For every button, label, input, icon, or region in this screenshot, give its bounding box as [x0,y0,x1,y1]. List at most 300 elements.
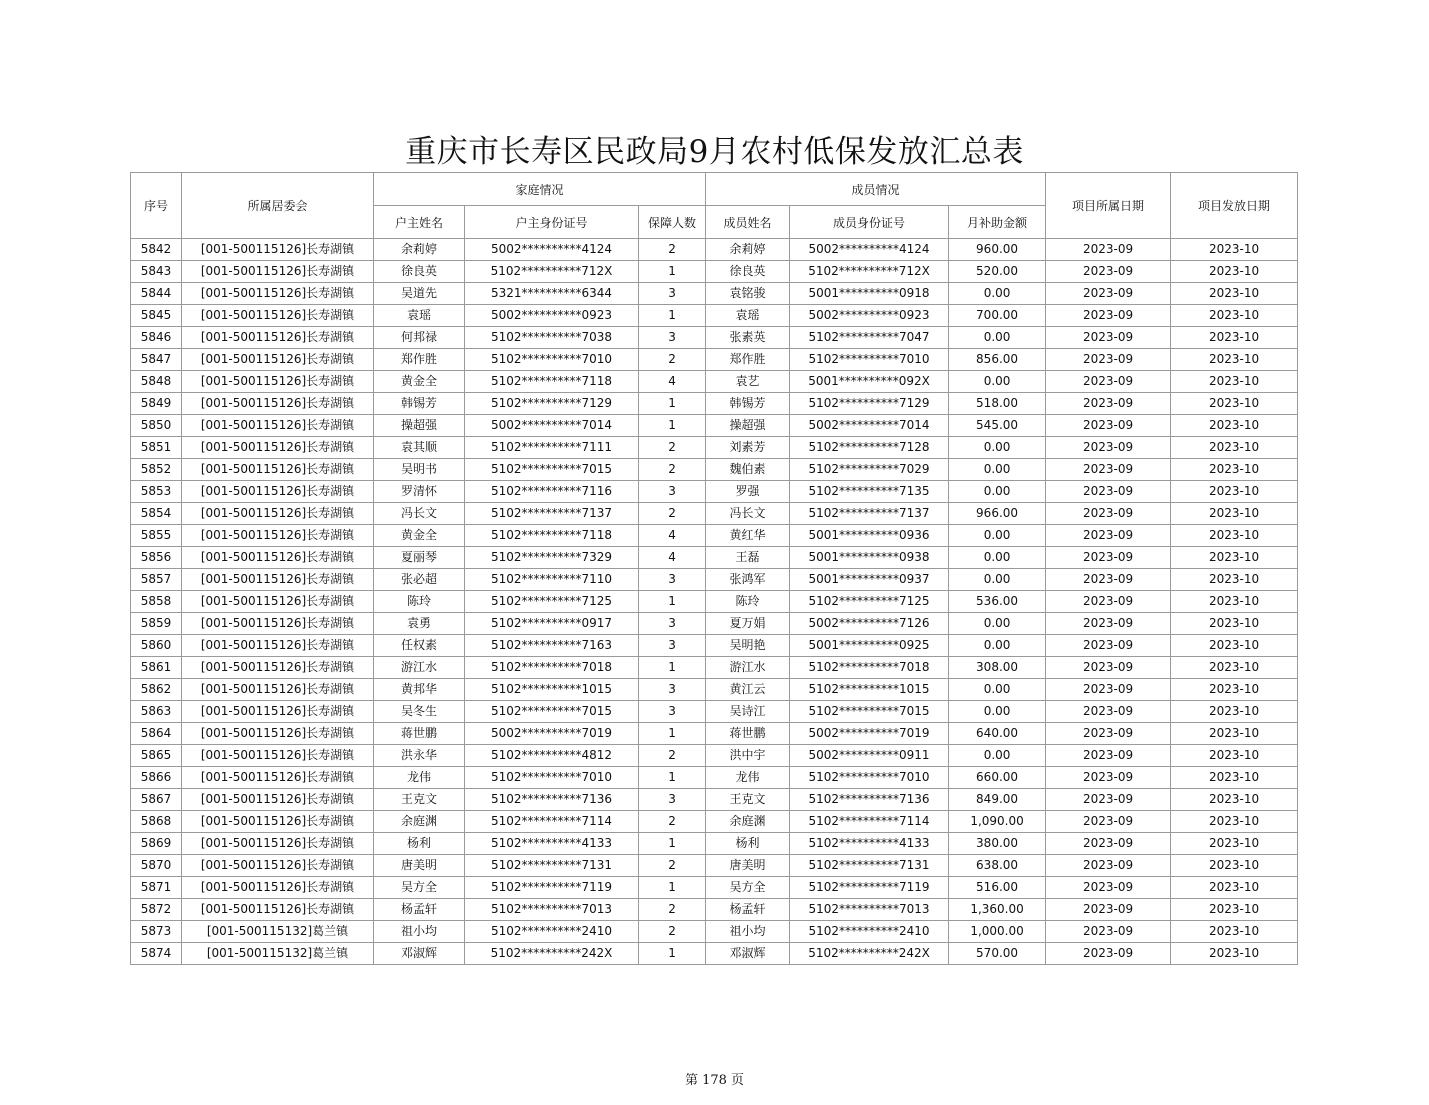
table-row [131,415,1298,437]
issue-date-cell: 2023-10 [1171,481,1298,503]
head-name-cell: 祖小均 [374,921,465,943]
committee-cell: [001-500115126]长寿湖镇 [182,525,374,547]
member-name-cell: 黄红华 [706,525,790,547]
issue-date-cell: 2023-10 [1171,679,1298,701]
header-issue-date: 项目发放日期 [1171,173,1298,239]
amount-cell: 0.00 [949,701,1046,723]
seq-cell: 5861 [131,657,182,679]
table-body [131,239,1298,965]
table-row [131,701,1298,723]
head-id-cell: 5002**********7014 [465,415,639,437]
period-cell: 2023-09 [1046,635,1171,657]
period-cell: 2023-09 [1046,811,1171,833]
head-id-cell: 5102**********7010 [465,349,639,371]
member-id-cell: 5102**********242X [790,943,949,965]
head-name-cell: 何邦禄 [374,327,465,349]
amount-cell: 1,090.00 [949,811,1046,833]
count-cell: 1 [639,723,706,745]
relief-summary-table [130,172,1298,965]
period-cell: 2023-09 [1046,525,1171,547]
amount-cell: 0.00 [949,679,1046,701]
count-cell: 1 [639,767,706,789]
member-id-cell: 5102**********712X [790,261,949,283]
issue-date-cell: 2023-10 [1171,283,1298,305]
seq-cell: 5869 [131,833,182,855]
amount-cell: 660.00 [949,767,1046,789]
issue-date-cell: 2023-10 [1171,503,1298,525]
member-id-cell: 5001**********092X [790,371,949,393]
head-id-cell: 5002**********0923 [465,305,639,327]
count-cell: 4 [639,371,706,393]
head-id-cell: 5102**********7111 [465,437,639,459]
head-name-cell: 王克文 [374,789,465,811]
amount-cell: 380.00 [949,833,1046,855]
committee-cell: [001-500115126]长寿湖镇 [182,657,374,679]
seq-cell: 5858 [131,591,182,613]
head-name-cell: 徐良英 [374,261,465,283]
amount-cell: 0.00 [949,283,1046,305]
member-id-cell: 5102**********7013 [790,899,949,921]
member-id-cell: 5002**********0911 [790,745,949,767]
committee-cell: [001-500115126]长寿湖镇 [182,877,374,899]
period-cell: 2023-09 [1046,833,1171,855]
period-cell: 2023-09 [1046,305,1171,327]
seq-cell: 5857 [131,569,182,591]
head-name-cell: 吴方全 [374,877,465,899]
count-cell: 1 [639,943,706,965]
issue-date-cell: 2023-10 [1171,723,1298,745]
head-id-cell: 5002**********4124 [465,239,639,261]
seq-cell: 5851 [131,437,182,459]
issue-date-cell: 2023-10 [1171,921,1298,943]
period-cell: 2023-09 [1046,855,1171,877]
period-cell: 2023-09 [1046,393,1171,415]
table-row [131,503,1298,525]
head-name-cell: 袁其顺 [374,437,465,459]
table-row [131,591,1298,613]
issue-date-cell: 2023-10 [1171,371,1298,393]
committee-cell: [001-500115126]长寿湖镇 [182,481,374,503]
member-id-cell: 5102**********7029 [790,459,949,481]
member-name-cell: 余莉婷 [706,239,790,261]
issue-date-cell: 2023-10 [1171,239,1298,261]
head-name-cell: 邓淑辉 [374,943,465,965]
committee-cell: [001-500115126]长寿湖镇 [182,855,374,877]
count-cell: 3 [639,569,706,591]
period-cell: 2023-09 [1046,261,1171,283]
count-cell: 4 [639,547,706,569]
page-title: 重庆市长寿区民政局9月农村低保发放汇总表 [405,134,1024,170]
period-cell: 2023-09 [1046,459,1171,481]
head-name-cell: 黄金全 [374,525,465,547]
table-row [131,855,1298,877]
head-id-cell: 5102**********7010 [465,767,639,789]
head-id-cell: 5102**********7137 [465,503,639,525]
count-cell: 3 [639,283,706,305]
count-cell: 3 [639,327,706,349]
committee-cell: [001-500115132]葛兰镇 [182,943,374,965]
head-id-cell: 5102**********7038 [465,327,639,349]
head-name-cell: 唐美明 [374,855,465,877]
member-id-cell: 5102**********7015 [790,701,949,723]
head-name-cell: 韩锡芳 [374,393,465,415]
count-cell: 1 [639,393,706,415]
member-name-cell: 黄江云 [706,679,790,701]
amount-cell: 1,000.00 [949,921,1046,943]
head-id-cell: 5102**********7013 [465,899,639,921]
committee-cell: [001-500115126]长寿湖镇 [182,899,374,921]
committee-cell: [001-500115126]长寿湖镇 [182,679,374,701]
table-row [131,547,1298,569]
amount-cell: 520.00 [949,261,1046,283]
member-id-cell: 5102**********7125 [790,591,949,613]
seq-cell: 5853 [131,481,182,503]
seq-cell: 5865 [131,745,182,767]
member-name-cell: 洪中宇 [706,745,790,767]
amount-cell: 536.00 [949,591,1046,613]
amount-cell: 0.00 [949,745,1046,767]
issue-date-cell: 2023-10 [1171,833,1298,855]
committee-cell: [001-500115126]长寿湖镇 [182,415,374,437]
amount-cell: 856.00 [949,349,1046,371]
head-name-cell: 余莉婷 [374,239,465,261]
table-row [131,657,1298,679]
head-name-cell: 吴明书 [374,459,465,481]
member-name-cell: 杨利 [706,833,790,855]
count-cell: 2 [639,811,706,833]
table-row [131,459,1298,481]
amount-cell: 966.00 [949,503,1046,525]
member-name-cell: 魏伯素 [706,459,790,481]
head-name-cell: 杨利 [374,833,465,855]
member-name-cell: 游江水 [706,657,790,679]
seq-cell: 5849 [131,393,182,415]
table-row [131,723,1298,745]
member-id-cell: 5102**********7114 [790,811,949,833]
head-id-cell: 5102**********2410 [465,921,639,943]
member-name-cell: 袁艺 [706,371,790,393]
member-name-cell: 龙伟 [706,767,790,789]
issue-date-cell: 2023-10 [1171,547,1298,569]
period-cell: 2023-09 [1046,415,1171,437]
member-name-cell: 张素英 [706,327,790,349]
committee-cell: [001-500115126]长寿湖镇 [182,767,374,789]
table-row [131,613,1298,635]
head-id-cell: 5102**********1015 [465,679,639,701]
period-cell: 2023-09 [1046,943,1171,965]
issue-date-cell: 2023-10 [1171,855,1298,877]
amount-cell: 0.00 [949,437,1046,459]
committee-cell: [001-500115126]长寿湖镇 [182,393,374,415]
member-name-cell: 袁瑶 [706,305,790,327]
member-name-cell: 吴方全 [706,877,790,899]
head-name-cell: 罗清怀 [374,481,465,503]
issue-date-cell: 2023-10 [1171,811,1298,833]
member-name-cell: 韩锡芳 [706,393,790,415]
head-id-cell: 5102**********242X [465,943,639,965]
issue-date-cell: 2023-10 [1171,745,1298,767]
member-name-cell: 郑作胜 [706,349,790,371]
count-cell: 1 [639,305,706,327]
period-cell: 2023-09 [1046,239,1171,261]
seq-cell: 5844 [131,283,182,305]
head-name-cell: 袁瑶 [374,305,465,327]
header-member-id: 成员身份证号 [790,206,949,239]
amount-cell: 545.00 [949,415,1046,437]
head-name-cell: 杨孟轩 [374,899,465,921]
amount-cell: 0.00 [949,371,1046,393]
member-id-cell: 5001**********0918 [790,283,949,305]
period-cell: 2023-09 [1046,745,1171,767]
period-cell: 2023-09 [1046,877,1171,899]
member-id-cell: 5102**********7135 [790,481,949,503]
table-row [131,481,1298,503]
count-cell: 3 [639,613,706,635]
issue-date-cell: 2023-10 [1171,635,1298,657]
seq-cell: 5859 [131,613,182,635]
count-cell: 2 [639,437,706,459]
amount-cell: 1,360.00 [949,899,1046,921]
committee-cell: [001-500115126]长寿湖镇 [182,327,374,349]
count-cell: 3 [639,701,706,723]
table-row [131,745,1298,767]
period-cell: 2023-09 [1046,503,1171,525]
member-id-cell: 5002**********4124 [790,239,949,261]
issue-date-cell: 2023-10 [1171,943,1298,965]
head-id-cell: 5102**********7136 [465,789,639,811]
member-id-cell: 5102**********7047 [790,327,949,349]
issue-date-cell: 2023-10 [1171,767,1298,789]
header-family: 家庭情况 [374,173,706,206]
issue-date-cell: 2023-10 [1171,261,1298,283]
count-cell: 2 [639,349,706,371]
header-seq: 序号 [131,173,182,239]
issue-date-cell: 2023-10 [1171,393,1298,415]
amount-cell: 700.00 [949,305,1046,327]
seq-cell: 5852 [131,459,182,481]
period-cell: 2023-09 [1046,657,1171,679]
count-cell: 1 [639,877,706,899]
member-id-cell: 5102**********7129 [790,393,949,415]
member-id-cell: 5002**********7126 [790,613,949,635]
table-row [131,635,1298,657]
seq-cell: 5862 [131,679,182,701]
table-row [131,283,1298,305]
header-member: 成员情况 [706,173,1046,206]
period-cell: 2023-09 [1046,613,1171,635]
table-row [131,239,1298,261]
head-name-cell: 张必超 [374,569,465,591]
committee-cell: [001-500115126]长寿湖镇 [182,305,374,327]
header-count: 保障人数 [639,206,706,239]
committee-cell: [001-500115126]长寿湖镇 [182,745,374,767]
seq-cell: 5860 [131,635,182,657]
count-cell: 3 [639,789,706,811]
head-name-cell: 操超强 [374,415,465,437]
committee-cell: [001-500115126]长寿湖镇 [182,261,374,283]
amount-cell: 0.00 [949,547,1046,569]
head-name-cell: 郑作胜 [374,349,465,371]
member-name-cell: 张鸿军 [706,569,790,591]
committee-cell: [001-500115126]长寿湖镇 [182,371,374,393]
issue-date-cell: 2023-10 [1171,877,1298,899]
seq-cell: 5871 [131,877,182,899]
amount-cell: 638.00 [949,855,1046,877]
amount-cell: 0.00 [949,569,1046,591]
issue-date-cell: 2023-10 [1171,437,1298,459]
head-name-cell: 余庭渊 [374,811,465,833]
table-row [131,789,1298,811]
committee-cell: [001-500115126]长寿湖镇 [182,239,374,261]
head-id-cell: 5321**********6344 [465,283,639,305]
member-id-cell: 5102**********2410 [790,921,949,943]
header-amount: 月补助金额 [949,206,1046,239]
count-cell: 2 [639,921,706,943]
period-cell: 2023-09 [1046,921,1171,943]
seq-cell: 5842 [131,239,182,261]
issue-date-cell: 2023-10 [1171,613,1298,635]
member-name-cell: 余庭渊 [706,811,790,833]
period-cell: 2023-09 [1046,547,1171,569]
head-name-cell: 陈玲 [374,591,465,613]
table-row [131,437,1298,459]
head-id-cell: 5102**********7018 [465,657,639,679]
seq-cell: 5856 [131,547,182,569]
head-name-cell: 龙伟 [374,767,465,789]
member-id-cell: 5102**********7137 [790,503,949,525]
count-cell: 1 [639,261,706,283]
issue-date-cell: 2023-10 [1171,591,1298,613]
seq-cell: 5846 [131,327,182,349]
member-name-cell: 唐美明 [706,855,790,877]
member-name-cell: 王克文 [706,789,790,811]
head-name-cell: 袁勇 [374,613,465,635]
amount-cell: 0.00 [949,327,1046,349]
committee-cell: [001-500115126]长寿湖镇 [182,723,374,745]
seq-cell: 5872 [131,899,182,921]
head-name-cell: 吴道先 [374,283,465,305]
table-row [131,327,1298,349]
page-number: 第 178 页 [684,1073,745,1088]
table-row [131,349,1298,371]
member-id-cell: 5001**********0936 [790,525,949,547]
member-id-cell: 5002**********7019 [790,723,949,745]
member-id-cell: 5102**********7128 [790,437,949,459]
head-name-cell: 黄邦华 [374,679,465,701]
table-row [131,371,1298,393]
table-row [131,811,1298,833]
committee-cell: [001-500115126]长寿湖镇 [182,591,374,613]
issue-date-cell: 2023-10 [1171,701,1298,723]
committee-cell: [001-500115126]长寿湖镇 [182,635,374,657]
issue-date-cell: 2023-10 [1171,569,1298,591]
count-cell: 4 [639,525,706,547]
table-row [131,393,1298,415]
head-name-cell: 吴冬生 [374,701,465,723]
period-cell: 2023-09 [1046,569,1171,591]
period-cell: 2023-09 [1046,437,1171,459]
head-name-cell: 蒋世鹏 [374,723,465,745]
head-id-cell: 5102**********7118 [465,371,639,393]
member-id-cell: 5002**********7014 [790,415,949,437]
count-cell: 2 [639,855,706,877]
amount-cell: 640.00 [949,723,1046,745]
period-cell: 2023-09 [1046,591,1171,613]
count-cell: 2 [639,239,706,261]
member-id-cell: 5102**********7010 [790,767,949,789]
member-name-cell: 吴明艳 [706,635,790,657]
head-id-cell: 5102**********7163 [465,635,639,657]
member-name-cell: 徐良英 [706,261,790,283]
period-cell: 2023-09 [1046,767,1171,789]
amount-cell: 960.00 [949,239,1046,261]
member-name-cell: 祖小均 [706,921,790,943]
member-id-cell: 5102**********4133 [790,833,949,855]
head-name-cell: 游江水 [374,657,465,679]
head-id-cell: 5102**********7110 [465,569,639,591]
issue-date-cell: 2023-10 [1171,349,1298,371]
head-name-cell: 任权素 [374,635,465,657]
committee-cell: [001-500115126]长寿湖镇 [182,547,374,569]
head-id-cell: 5102**********7119 [465,877,639,899]
head-id-cell: 5102**********4133 [465,833,639,855]
member-name-cell: 蒋世鹏 [706,723,790,745]
amount-cell: 0.00 [949,459,1046,481]
amount-cell: 516.00 [949,877,1046,899]
table-row [131,767,1298,789]
table-row [131,921,1298,943]
table-row [131,569,1298,591]
issue-date-cell: 2023-10 [1171,459,1298,481]
seq-cell: 5867 [131,789,182,811]
member-name-cell: 罗强 [706,481,790,503]
amount-cell: 0.00 [949,635,1046,657]
head-id-cell: 5102**********0917 [465,613,639,635]
member-id-cell: 5102**********7018 [790,657,949,679]
head-id-cell: 5102**********7015 [465,701,639,723]
amount-cell: 849.00 [949,789,1046,811]
member-id-cell: 5102**********7136 [790,789,949,811]
member-name-cell: 陈玲 [706,591,790,613]
seq-cell: 5855 [131,525,182,547]
seq-cell: 5863 [131,701,182,723]
member-id-cell: 5102**********1015 [790,679,949,701]
committee-cell: [001-500115126]长寿湖镇 [182,789,374,811]
member-name-cell: 杨孟轩 [706,899,790,921]
member-name-cell: 王磊 [706,547,790,569]
member-name-cell: 袁铭骏 [706,283,790,305]
member-name-cell: 邓淑辉 [706,943,790,965]
head-name-cell: 冯长文 [374,503,465,525]
seq-cell: 5850 [131,415,182,437]
amount-cell: 308.00 [949,657,1046,679]
issue-date-cell: 2023-10 [1171,415,1298,437]
member-name-cell: 刘素芳 [706,437,790,459]
head-name-cell: 夏丽琴 [374,547,465,569]
table-row [131,525,1298,547]
period-cell: 2023-09 [1046,481,1171,503]
committee-cell: [001-500115126]长寿湖镇 [182,503,374,525]
header-committee: 所属居委会 [182,173,374,239]
member-id-cell: 5002**********0923 [790,305,949,327]
count-cell: 3 [639,635,706,657]
issue-date-cell: 2023-10 [1171,657,1298,679]
committee-cell: [001-500115126]长寿湖镇 [182,283,374,305]
committee-cell: [001-500115132]葛兰镇 [182,921,374,943]
member-id-cell: 5001**********0937 [790,569,949,591]
member-id-cell: 5102**********7010 [790,349,949,371]
seq-cell: 5854 [131,503,182,525]
